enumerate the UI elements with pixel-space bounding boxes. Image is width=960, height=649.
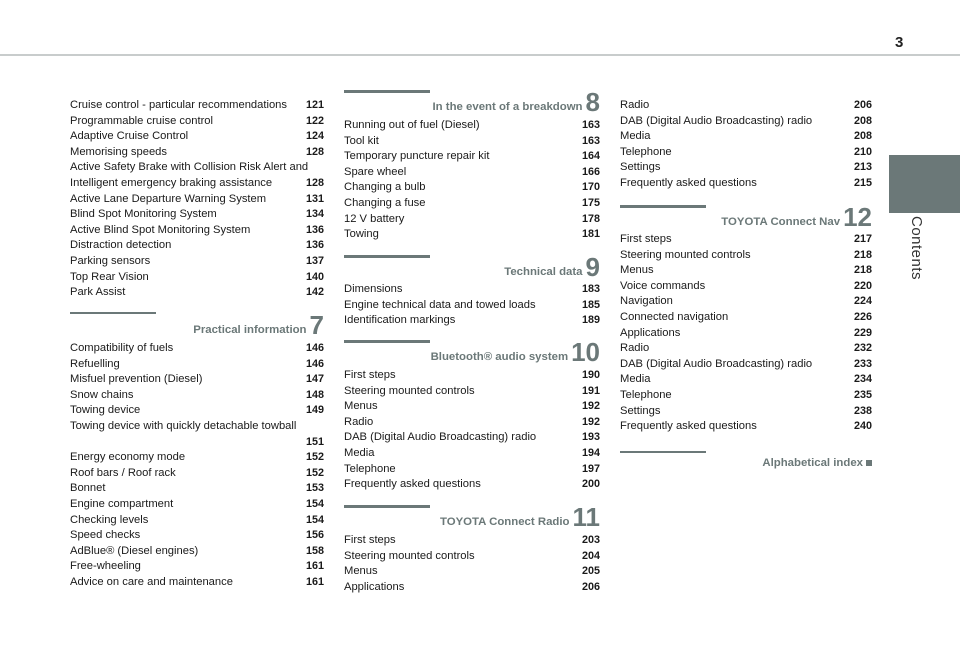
- side-tab-block: [889, 155, 960, 213]
- toc-entry[interactable]: Applications 206: [344, 580, 600, 593]
- toc-entry[interactable]: Media 234: [620, 373, 872, 386]
- section-title: TOYOTA Connect Nav: [721, 216, 841, 228]
- toc-entry[interactable]: Identification markings 189: [344, 314, 600, 327]
- toc-entry[interactable]: DAB (Digital Audio Broadcasting) radio 193: [344, 431, 600, 444]
- section-number: 11: [572, 502, 600, 532]
- toc-list-connect-nav: [620, 232, 872, 435]
- toc-entry[interactable]: Free-wheeling 161: [70, 560, 324, 573]
- toc-entry[interactable]: Memorising speeds 128: [70, 145, 324, 158]
- toc-entry[interactable]: Menus 192: [344, 400, 600, 413]
- toc-entry[interactable]: Steering mounted controls 218: [620, 248, 872, 261]
- toc-entry[interactable]: AdBlue® (Diesel engines) 158: [70, 544, 324, 557]
- toc-entry[interactable]: Towing device with quickly detachable towball 151: [70, 419, 324, 448]
- section-rule: [344, 90, 430, 93]
- toc-entry[interactable]: Adaptive Cruise Control 124: [70, 130, 324, 143]
- toc-entry[interactable]: DAB (Digital Audio Broadcasting) radio 233: [620, 357, 872, 370]
- toc-entry[interactable]: Active Blind Spot Monitoring System 136: [70, 223, 324, 236]
- toc-entry[interactable]: Engine technical data and towed loads 185: [344, 298, 600, 311]
- toc-entry[interactable]: Settings 213: [620, 161, 872, 174]
- toc-list-col1-top: [70, 98, 324, 301]
- toc-entry[interactable]: Steering mounted controls 204: [344, 549, 600, 562]
- section-rule: [620, 205, 706, 208]
- toc-entry[interactable]: Telephone 210: [620, 145, 872, 158]
- toc-entry[interactable]: DAB (Digital Audio Broadcasting) radio 208: [620, 114, 872, 127]
- toc-entry[interactable]: Snow chains 148: [70, 388, 324, 401]
- section-title: Technical data: [504, 266, 583, 278]
- section-title: In the event of a breakdown: [432, 101, 583, 113]
- top-rule: [0, 54, 960, 56]
- toc-entry[interactable]: Telephone 235: [620, 388, 872, 401]
- section-number: 10: [571, 337, 600, 367]
- toc-entry[interactable]: Telephone 197: [344, 462, 600, 475]
- toc-entry[interactable]: Radio 206: [620, 99, 872, 111]
- toc-entry[interactable]: Running out of fuel (Diesel) 163: [344, 119, 600, 131]
- toc-list-technical-data: [344, 282, 600, 329]
- toc-entry[interactable]: Speed checks 156: [70, 529, 324, 542]
- section-number: 9: [585, 252, 600, 282]
- section-title: Bluetooth® audio system: [430, 351, 569, 363]
- toc-entry[interactable]: Menus 218: [620, 264, 872, 277]
- toc-list-bluetooth-audio: [344, 368, 600, 493]
- toc-entry[interactable]: Settings 238: [620, 404, 872, 417]
- toc-entry[interactable]: Voice commands 220: [620, 279, 872, 292]
- toc-entry[interactable]: Tool kit 163: [344, 134, 600, 147]
- toc-entry[interactable]: Roof bars / Roof rack 152: [70, 466, 324, 479]
- toc-entry[interactable]: Towing device 149: [70, 404, 324, 417]
- toc-entry[interactable]: Changing a fuse 175: [344, 196, 600, 209]
- toc-entry[interactable]: Active Lane Departure Warning System 131: [70, 192, 324, 205]
- toc-entry[interactable]: Cruise control - particular recommendations 121: [70, 99, 324, 111]
- toc-entry[interactable]: Distraction detection 136: [70, 239, 324, 252]
- toc-entry[interactable]: Advice on care and maintenance 161: [70, 575, 324, 588]
- toc-entry[interactable]: Applications 229: [620, 326, 872, 339]
- toc-entry[interactable]: First steps 190: [344, 369, 600, 381]
- toc-list-breakdown: [344, 118, 600, 243]
- toc-entry[interactable]: Energy economy mode 152: [70, 451, 324, 464]
- toc-entry[interactable]: Connected navigation 226: [620, 310, 872, 323]
- toc-entry[interactable]: Dimensions 183: [344, 283, 600, 295]
- section-rule: [344, 340, 430, 343]
- square-bullet-icon: [866, 460, 872, 466]
- toc-entry[interactable]: Misfuel prevention (Diesel) 147: [70, 373, 324, 386]
- toc-entry[interactable]: Navigation 224: [620, 295, 872, 308]
- toc-entry[interactable]: Spare wheel 166: [344, 165, 600, 178]
- section-number: 8: [585, 87, 600, 117]
- section-rule: [70, 312, 156, 314]
- toc-entry[interactable]: 12 V battery 178: [344, 212, 600, 225]
- toc-entry[interactable]: Steering mounted controls 191: [344, 384, 600, 397]
- section-rule: [344, 505, 430, 508]
- page-number: 3: [895, 34, 904, 51]
- toc-list-col3-top: [620, 98, 872, 192]
- section-title: Practical information: [193, 324, 307, 336]
- section-title: TOYOTA Connect Radio: [439, 516, 570, 528]
- toc-entry[interactable]: Programmable cruise control 122: [70, 114, 324, 127]
- section-number: 7: [309, 310, 324, 340]
- toc-entry[interactable]: Radio 232: [620, 342, 872, 355]
- side-tab-label: Contents: [908, 216, 925, 281]
- toc-entry[interactable]: Checking levels 154: [70, 513, 324, 526]
- toc-list-practical-information: [70, 341, 324, 591]
- toc-entry[interactable]: Park Assist 142: [70, 286, 324, 299]
- toc-entry[interactable]: Compatibility of fuels 146: [70, 342, 324, 354]
- toc-entry[interactable]: First steps 203: [344, 534, 600, 546]
- toc-entry[interactable]: Top Rear Vision 140: [70, 270, 324, 283]
- toc-entry[interactable]: First steps 217: [620, 233, 872, 245]
- toc-entry[interactable]: Frequently asked questions 240: [620, 420, 872, 433]
- toc-entry[interactable]: Menus 205: [344, 565, 600, 578]
- toc-entry[interactable]: Temporary puncture repair kit 164: [344, 150, 600, 163]
- toc-entry[interactable]: Intelligent emergency braking assistance 128: [70, 176, 324, 189]
- toc-entry[interactable]: Frequently asked questions 200: [344, 478, 600, 491]
- section-rule: [344, 255, 430, 258]
- section-rule: [620, 451, 706, 453]
- section-title: Alphabetical index: [762, 457, 863, 469]
- toc-entry[interactable]: Changing a bulb 170: [344, 181, 600, 194]
- section-number: 12: [843, 202, 872, 232]
- toc-list-connect-radio: [344, 533, 600, 595]
- toc-entry[interactable]: Towing 181: [344, 228, 600, 241]
- toc-entry[interactable]: Engine compartment 154: [70, 497, 324, 510]
- toc-entry[interactable]: Parking sensors 137: [70, 254, 324, 267]
- toc-entry[interactable]: Radio 192: [344, 415, 600, 428]
- toc-entry[interactable]: Media 194: [344, 446, 600, 459]
- toc-entry[interactable]: Active Safety Brake with Collision Risk Alert and: [70, 161, 309, 174]
- toc-entry[interactable]: Media 208: [620, 130, 872, 143]
- toc-entry[interactable]: Bonnet 153: [70, 482, 324, 495]
- toc-entry[interactable]: Blind Spot Monitoring System 134: [70, 208, 324, 221]
- toc-entry[interactable]: Frequently asked questions 215: [620, 176, 872, 189]
- toc-entry[interactable]: Refuelling 146: [70, 357, 324, 370]
